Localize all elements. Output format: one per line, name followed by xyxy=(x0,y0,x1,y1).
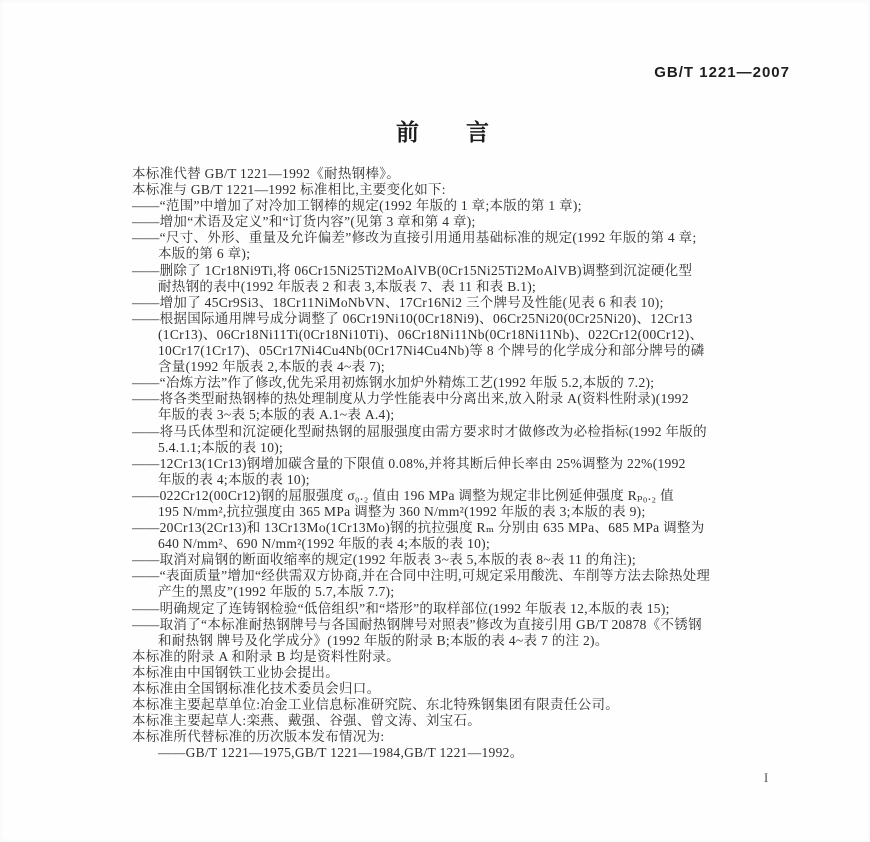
text-line: (1Cr13)、06Cr18Ni11Ti(0Cr18Ni10Ti)、06Cr18Ni11Nb(0Cr18Ni11Nb)、022Cr12(00Cr12)、 xyxy=(158,326,704,342)
text-line: ——将各类型耐热钢棒的热处理制度从力学性能表中分离出来,放入附录 A(资料性附录)(1992 xyxy=(132,391,689,407)
text-line: ——增加了 45Cr9Si3、18Cr11NiMoNbVN、17Cr16Ni2 三个牌号及性能(见表 6 和表 10); xyxy=(132,294,664,310)
text-line: 本标准由中国钢铁工业协会提出。 xyxy=(132,664,339,680)
text-line: 本标准代替 GB/T 1221—1992《耐热钢棒》。 xyxy=(132,166,401,181)
text-line: ——“范围”中增加了对冷加工钢棒的规定(1992 年版的 1 章;本版的第 1 章); xyxy=(132,198,582,214)
page-number: I xyxy=(764,771,769,785)
document-code: GB/T 1221—2007 xyxy=(654,64,790,81)
text-line: ——根据国际通用牌号成分调整了 06Cr19Ni10(0Cr18Ni9)、06Cr25Ni20(0Cr25Ni20)、12Cr13 xyxy=(132,310,693,326)
text-line: 5.4.1.1;本版的表 10); xyxy=(158,439,284,455)
text-line: 本标准由全国钢标准化技术委员会归口。 xyxy=(132,681,381,696)
text-line: ——取消对扁钢的断面收缩率的规定(1992 年版表 3~表 5,本版的表 8~表 11 的角注); xyxy=(132,552,636,568)
text-line: ——“冶炼方法”作了修改,优先采用初炼钢水加炉外精炼工艺(1992 年版 5.2,本版的 7.2); xyxy=(132,375,655,391)
text-line: 产生的黑皮”(1992 年版的 5.7,本版 7.7); xyxy=(158,584,395,600)
text-line: ——“表面质量”增加“经供需双方协商,并在合同中注明,可规定采用酸洗、车削等方法去除热处理 xyxy=(132,568,711,584)
text-line: ——“尺寸、外形、重量及允许偏差”修改为直接引用通用基础标准的规定(1992 年版的第 4 章; xyxy=(132,230,697,246)
text-line: 耐热钢的表中(1992 年版表 2 和表 3,本版表 7、表 11 和表 B.1); xyxy=(158,278,537,294)
text-line: 本标准主要起草单位:冶金工业信息标准研究院、东北特殊钢集团有限责任公司。 xyxy=(132,697,620,713)
text-line: 含量(1992 年版表 2,本版的表 4~表 7); xyxy=(158,359,385,375)
text-line: 本标准的附录 A 和附录 B 均是资料性附录。 xyxy=(132,648,400,664)
text-line: ——取消了“本标准耐热钢牌号与各国耐热钢牌号对照表”修改为直接引用 GB/T 20878《不锈钢 xyxy=(132,616,702,632)
text-line: 本标准所代替标准的历次版本发布情况为: xyxy=(132,729,385,745)
text-line: 和耐热钢 牌号及化学成分》(1992 年版的附录 B;本版的表 4~表 7 的注 2)。 xyxy=(158,632,609,648)
text-line: ——022Cr12(00Cr12)钢的屈服强度 σ₀.₂ 值由 196 MPa 调整为规定非比例延伸强度 Rₚ₀.₂ 值 xyxy=(132,487,674,503)
text-line: 195 N/mm²,抗拉强度由 365 MPa 调整为 360 N/mm²(1992 年版的表 3;本版的表 9); xyxy=(158,503,646,519)
text-line: ——将马氏体型和沉淀硬化型耐热钢的屈服强度由需方要求时才做修改为必检指标(1992 年版的 xyxy=(132,423,707,439)
page-title: 前言 xyxy=(396,120,536,145)
text-line: 10Cr17(1Cr17)、05Cr17Ni4Cu4Nb(0Cr17Ni4Cu4Nb)等 8 个牌号的化学成分和部分牌号的磷 xyxy=(158,343,705,359)
text-line: 本标准与 GB/T 1221—1992 标准相比,主要变化如下: xyxy=(132,182,446,198)
text-line: 本标准主要起草人:栾燕、戴强、谷强、曾文涛、刘宝石。 xyxy=(132,713,482,729)
text-line: 年版的表 3~表 5;本版的表 A.1~表 A.4); xyxy=(158,407,395,423)
text-line: ——12Cr13(1Cr13)钢增加碳含量的下限值 0.08%,并将其断后伸长率由 25%调整为 22%(1992 xyxy=(132,455,686,471)
text-line: ——20Cr13(2Cr13)和 13Cr13Mo(1Cr13Mo)钢的抗拉强度 Rₘ 分别由 635 MPa、685 MPa 调整为 xyxy=(132,520,705,536)
text-line: 本版的第 6 章); xyxy=(158,246,251,262)
text-line: ——删除了 1Cr18Ni9Ti,将 06Cr15Ni25Ti2MoAlVB(0Cr15Ni25Ti2MoAlVB)调整到沉淀硬化型 xyxy=(132,262,693,278)
text-line: 年版的表 4;本版的表 10); xyxy=(158,471,310,487)
foreword-text xyxy=(132,166,780,761)
text-line: ——GB/T 1221—1975,GB/T 1221—1984,GB/T 1221—1992。 xyxy=(158,745,524,761)
text-line: ——增加“术语及定义”和“订货内容”(见第 3 章和第 4 章); xyxy=(132,214,476,230)
text-line: 640 N/mm²、690 N/mm²(1992 年版的表 4;本版的表 10); xyxy=(158,536,491,552)
text-line: ——明确规定了连铸钢检验“低倍组织”和“塔形”的取样部位(1992 年版表 12,本版的表 15); xyxy=(132,600,670,616)
